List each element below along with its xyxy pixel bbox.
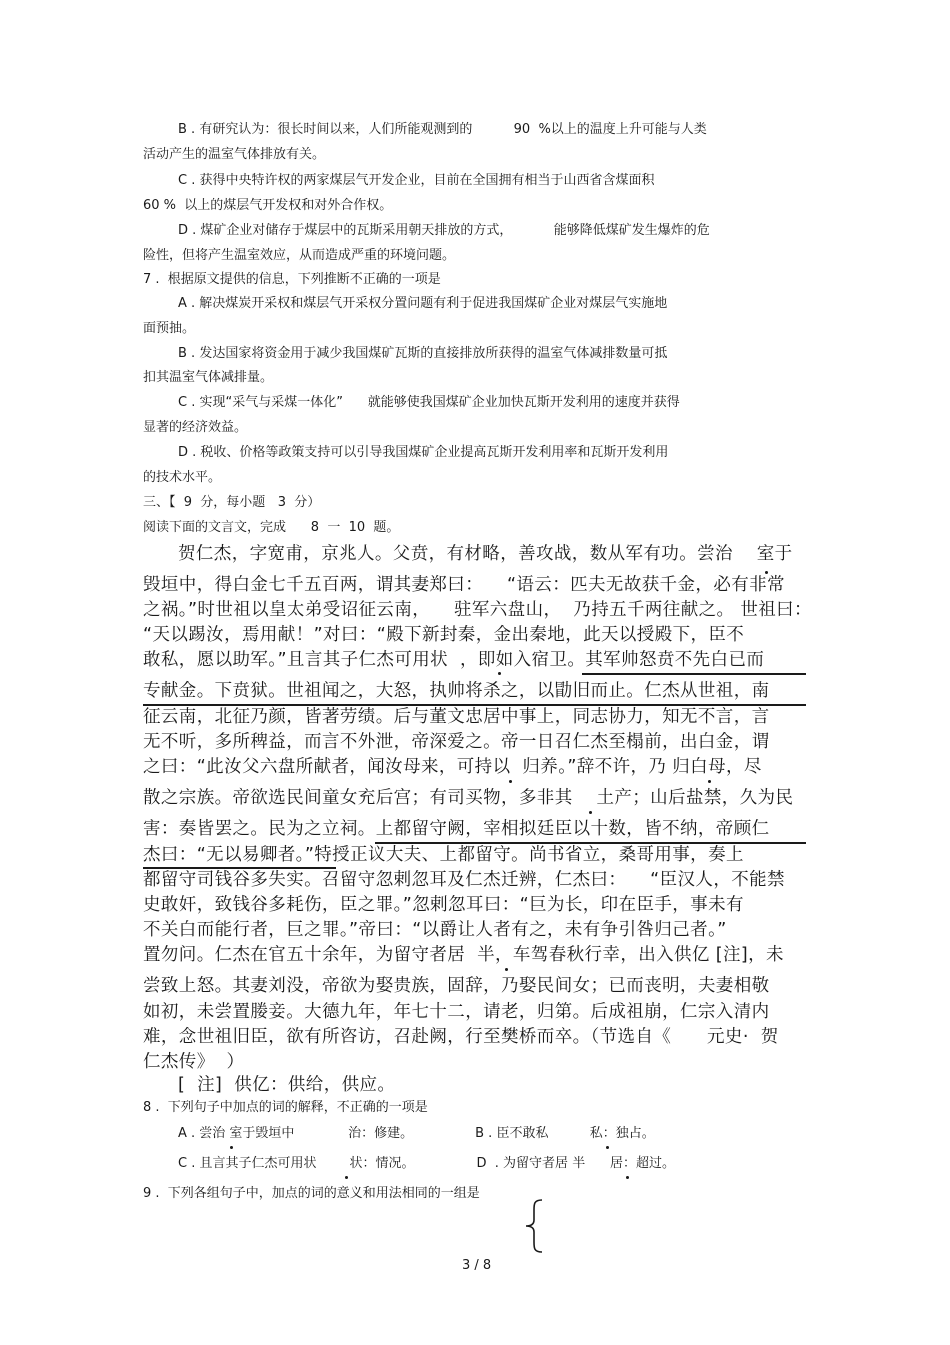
- passage-line: “天以踢汝，焉用献！”对曰：“殿下新封秦，金出秦地，此天以授殿下，臣不: [143, 625, 745, 645]
- q7-option-a-line2: 面预抽。: [143, 321, 196, 336]
- passage-line: 专献金。下贲狱。世祖闻之，大怒，执帅将杀之，以勖旧而止。仁杰从世祖，南: [143, 681, 770, 701]
- q8-options-c-d: C . 且言其子仁杰可用状 状：情况。 D . 为留守者居 半 居：超过。: [178, 1156, 675, 1171]
- question-9-stem: 9 . 下列各组句子中，加点的词的意义和用法相同的一组是: [143, 1186, 480, 1201]
- passage-line: 之曰：“此汝父六盘所献者，闻汝母来，可持以 归养。”辞不许，乃 归白母，尽: [143, 757, 762, 777]
- emphasis-dot: [509, 780, 512, 783]
- underline-sentence-2a: [375, 842, 806, 844]
- q7-option-c-line1: C . 实现“采气与采煤一体化” 就能够使我国煤矿企业加快瓦斯开发利用的速度并获得: [178, 395, 680, 410]
- emphasis-dot: [230, 1146, 233, 1149]
- passage-line: 毁垣中，得白金七千五百两，谓其妻郑曰： “语云：匹夫无故获千金，必有非常: [143, 575, 785, 595]
- emphasis-dot: [345, 1176, 348, 1179]
- annotation-note: [ 注] 供亿：供给，供应。: [178, 1075, 396, 1095]
- emphasis-dot: [626, 1176, 629, 1179]
- q7-option-a-line1: A . 解决煤炭开采权和煤层气开采权分置问题有利于促进我国煤矿企业对煤层气实施地: [178, 296, 668, 311]
- underline-sentence-1b: [143, 704, 806, 706]
- passage-line: 征云南，北征乃颜，皆著劳绩。后与董文忠居中事上，同志协力，知无不言，言: [143, 707, 770, 727]
- q6-option-c-line1: C . 获得中央特许权的两家煤层气开发企业，目前在全国拥有相当于山西省含煤面积: [178, 173, 655, 188]
- passage-line: 置勿问。仁杰在官五十余年，为留守者居 半，车驾春秋行幸，出入供亿 [注]，未: [143, 945, 784, 965]
- q7-option-b-line1: B . 发达国家将资金用于减少我国煤矿瓦斯的直接排放所获得的温室气体减排数量可抵: [178, 346, 668, 361]
- passage-line: 敢私，愿以助军。”且言其子仁杰可用状 ，即如入宿卫。其军帅怒贲不先白已而: [143, 650, 765, 670]
- q6-option-b-line1: B . 有研究认为：很长时间以来，人们所能观测到的 90 %以上的温度上升可能与人类: [178, 122, 707, 137]
- passage-line: 都留守司钱谷多失实。召留守忽剌忽耳及仁杰迁辨，仁杰曰： “臣汉人，不能禁: [143, 870, 785, 890]
- question-8-stem: 8 . 下列句子中加点的词的解释，不正确的一项是: [143, 1100, 428, 1115]
- passage-line: 史敢奸，致钱谷多耗伤，臣之罪。”忽剌忽耳曰：“巨为长，印在臣手，事未有: [143, 895, 744, 915]
- passage-line: 尝致上怒。其妻刘没，帝欲为娶贵族，固辞，乃娶民间女；已而丧明，夫妻相敬: [143, 976, 770, 996]
- passage-line: 仁杰传》 ）: [143, 1052, 245, 1072]
- emphasis-dot: [765, 571, 768, 574]
- emphasis-dot: [505, 968, 508, 971]
- curly-brace-icon: [522, 1198, 548, 1254]
- page-number: 3 / 8: [462, 1258, 492, 1273]
- q6-option-c-line2: 60 % 以上的煤层气开发权和对外合作权。: [143, 198, 393, 213]
- passage-line: 杰曰：“无以易卿者。”特授正议大夫、上都留守。尚书省立，桑哥用事，奏上: [143, 845, 744, 865]
- emphasis-dot: [498, 672, 501, 675]
- passage-line: 无不听，多所稗益，而言不外泄，帝深爱之。帝一日召仁杰至榻前，出白金，谓: [143, 732, 770, 752]
- question-7-stem: 7 . 根据原文提供的信息，下列推断不正确的一项是: [143, 272, 441, 287]
- passage-line: 害：奏皆罢之。民为之立祠。上都留守阙，宰相拟廷臣以十数，皆不纳，帝顾仁: [143, 819, 770, 839]
- q7-option-d-line2: 的技术水平。: [143, 470, 222, 485]
- emphasis-dot: [606, 1146, 609, 1149]
- underline-sentence-2b: [143, 867, 336, 869]
- passage-line: 散之宗族。帝欲选民间童女充后宫；有司买物，多非其 土产；山后盐禁，久为民: [143, 788, 794, 808]
- q7-option-d-line1: D . 税收、价格等政策支持可以引导我国煤矿企业提高瓦斯开发利用率和瓦斯开发利用: [178, 445, 669, 460]
- passage-line: 难，念世祖旧臣，欲有所咨访，召赴阙，行至樊桥而卒。（节选自《 元史· 贺: [143, 1027, 779, 1047]
- emphasis-dot: [589, 811, 592, 814]
- q7-option-b-line2: 扣其温室气体减排量。: [143, 370, 274, 385]
- section-3-header: 三、【 9 分，每小题 3 分）: [143, 495, 321, 510]
- q8-options-a-b: A . 尝治 室于毁垣中 治：修建。 B . 臣不敢私 私：独占。: [178, 1126, 655, 1141]
- emphasis-dot: [708, 780, 711, 783]
- reading-instruction: 阅读下面的文言文，完成 8 一 10 题。: [143, 520, 400, 535]
- passage-line: 不关白而能行者，巨之罪。”帝曰：“以爵让人者有之，未有争引咎归己者。”: [143, 920, 727, 940]
- q6-option-d-line1: D . 煤矿企业对储存于煤层中的瓦斯采用朝天排放的方式， 能够降低煤矿发生爆炸的危: [178, 223, 710, 238]
- passage-line: 贺仁杰，字宽甫，京兆人。父贲，有材略，善攻战，数从军有功。尝治 室于: [178, 544, 793, 564]
- passage-line: 之祸。”时世祖以皇太弟受诏征云南， 驻军六盘山， 乃持五千两往献之。 世祖曰：: [143, 600, 812, 620]
- q7-option-c-line2: 显著的经济效益。: [143, 420, 248, 435]
- q6-option-d-line2: 险性，但将产生温室效应，从而造成严重的环境问题。: [143, 248, 456, 263]
- q6-option-b-line2: 活动产生的温室气体排放有关。: [143, 147, 326, 162]
- passage-line: 如初，未尝置媵妾。大德九年，年七十二，请老，归第。后成祖崩，仁宗入清内: [143, 1002, 770, 1022]
- underline-sentence-1a: [582, 673, 806, 675]
